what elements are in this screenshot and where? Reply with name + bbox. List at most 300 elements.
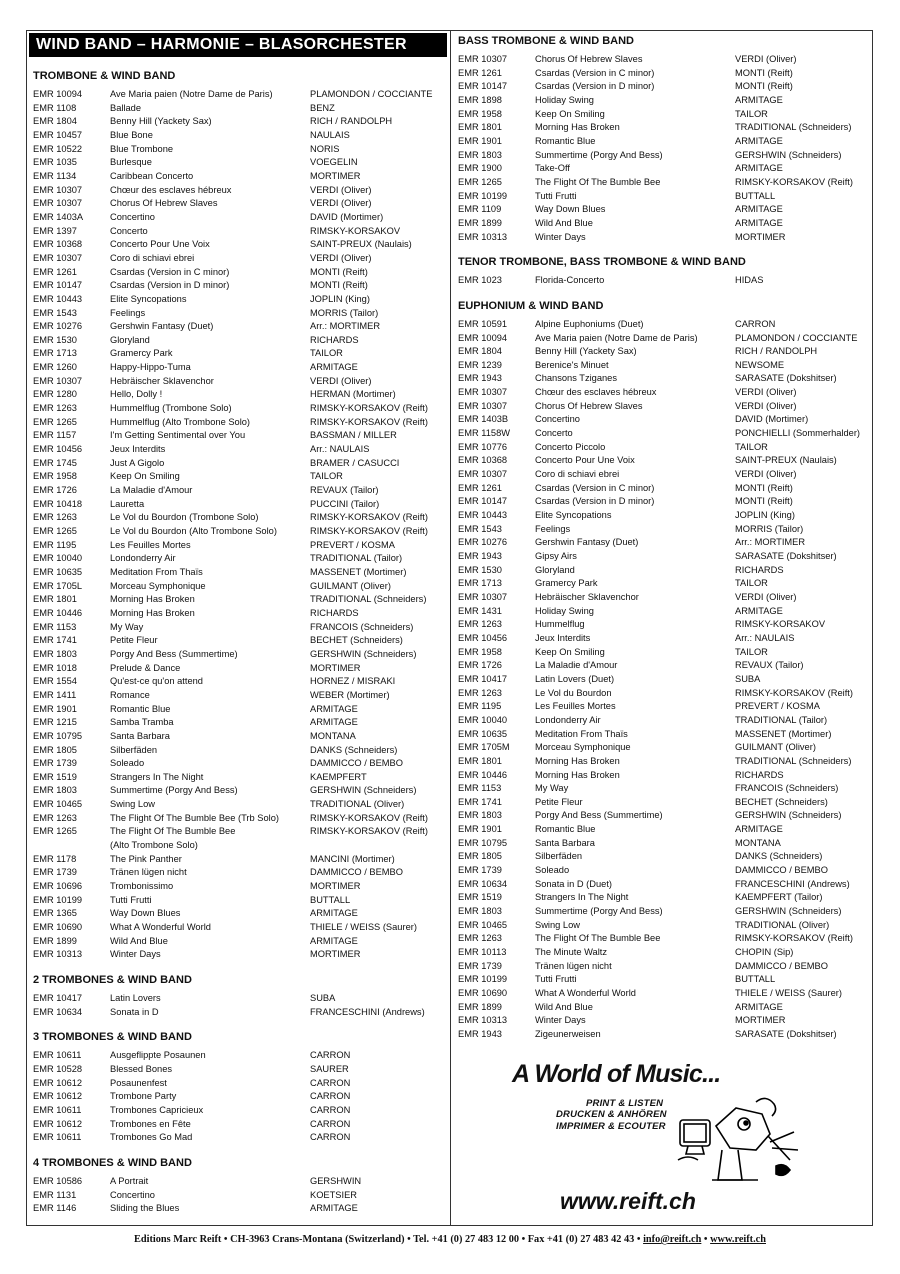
catalog-row — [458, 1028, 872, 1042]
catalog-title: Morceau Symphonique — [110, 580, 206, 591]
catalog-title: Silberfäden — [535, 851, 583, 862]
catalog-composer: GUILMANT (Oliver) — [735, 742, 816, 753]
catalog-code: EMR 1900 — [458, 163, 502, 174]
catalog-composer: ARMITAGE — [735, 1001, 783, 1012]
catalog-composer: Arr.: MORTIMER — [310, 321, 381, 332]
catalog-title: Tutti Frutti — [110, 894, 152, 905]
catalog-composer: SAINT-PREUX (Naulais) — [735, 455, 837, 466]
catalog-code: EMR 10368 — [33, 239, 83, 250]
catalog-code: EMR 1018 — [33, 662, 77, 673]
catalog-composer: SARASATE (Dokshitser) — [735, 373, 837, 384]
catalog-code: EMR 1943 — [458, 373, 502, 384]
footer-email-link[interactable]: info@reift.ch — [643, 1234, 702, 1245]
catalog-code: EMR 1713 — [33, 348, 77, 359]
computer-cartoon-icon — [672, 1088, 807, 1188]
catalog-composer: NAULAIS — [310, 129, 350, 140]
catalog-row — [458, 454, 872, 468]
catalog-title: Morning Has Broken — [110, 594, 195, 605]
catalog-composer: MONTANA — [310, 730, 356, 741]
catalog-row — [33, 361, 448, 375]
ad-tagline-french: IMPRIMER & ECOUTER — [556, 1121, 666, 1132]
advertisement[interactable] — [512, 1060, 812, 1220]
catalog-row — [33, 716, 448, 730]
catalog-title: Sliding the Blues — [110, 1203, 180, 1214]
catalog-row — [33, 211, 448, 225]
catalog-code: EMR 10199 — [458, 974, 508, 985]
catalog-code: EMR 10147 — [33, 280, 83, 291]
catalog-row — [458, 135, 872, 149]
catalog-title: Hummelflug — [535, 619, 585, 630]
catalog-composer: RIMSKY-KORSAKOV — [735, 619, 826, 630]
catalog-code: EMR 10276 — [33, 321, 83, 332]
catalog-title: The Minute Waltz — [535, 947, 607, 958]
section-title: 2 TROMBONES & WIND BAND — [33, 974, 192, 986]
catalog-row — [33, 948, 448, 962]
catalog-title: Happy-Hippo-Tuma — [110, 362, 191, 373]
catalog-title: The Flight Of The Bumble Bee (Trb Solo) — [110, 812, 279, 823]
catalog-composer: MONTI (Reift) — [310, 280, 368, 291]
catalog-code: EMR 1195 — [458, 701, 502, 712]
section-title: TROMBONE & WIND BAND — [33, 70, 176, 82]
catalog-composer: MORTIMER — [310, 949, 361, 960]
catalog-code: EMR 10690 — [33, 922, 83, 933]
catalog-row — [33, 621, 448, 635]
catalog-composer: RICHARDS — [735, 564, 784, 575]
catalog-row — [458, 67, 872, 81]
catalog-row — [33, 1077, 448, 1091]
catalog-composer: TRADITIONAL (Oliver) — [310, 799, 405, 810]
catalog-title: Meditation From Thaïs — [110, 566, 203, 577]
catalog-composer: BASSMAN / MILLER — [310, 430, 397, 441]
catalog-code: EMR 10696 — [33, 881, 83, 892]
catalog-title: Feelings — [535, 523, 571, 534]
catalog-title: Gramercy Park — [110, 348, 173, 359]
catalog-row — [458, 769, 872, 783]
catalog-composer: ARMITAGE — [735, 605, 783, 616]
catalog-composer: GUILMANT (Oliver) — [310, 580, 391, 591]
catalog-title: Santa Barbara — [110, 730, 170, 741]
catalog-row — [458, 468, 872, 482]
catalog-title: Keep On Smiling — [110, 471, 180, 482]
catalog-composer: TRADITIONAL (Oliver) — [735, 919, 830, 930]
catalog-title: Swing Low — [535, 919, 580, 930]
catalog-row — [33, 1049, 448, 1063]
catalog-title: Zigeunerweisen — [535, 1028, 601, 1039]
catalog-code: EMR 1109 — [458, 204, 502, 215]
catalog-row — [458, 108, 872, 122]
catalog-row — [33, 307, 448, 321]
catalog-composer: CARRON — [310, 1077, 351, 1088]
catalog-row — [458, 1014, 872, 1028]
catalog-title: My Way — [110, 621, 144, 632]
catalog-code: EMR 1803 — [33, 648, 77, 659]
catalog-composer: RIMSKY-KORSAKOV (Reift) — [310, 812, 428, 823]
ad-headline: A World of Music... — [512, 1060, 721, 1088]
catalog-title: Tutti Frutti — [535, 190, 577, 201]
catalog-row — [33, 498, 448, 512]
catalog-composer: PUCCINI (Tailor) — [310, 498, 380, 509]
catalog-row — [33, 634, 448, 648]
catalog-row — [33, 730, 448, 744]
catalog-composer: FRANCOIS (Schneiders) — [310, 621, 414, 632]
section-title: 4 TROMBONES & WIND BAND — [33, 1156, 192, 1169]
catalog-title: Csardas (Version in D minor) — [110, 280, 230, 291]
catalog-code: EMR 1899 — [458, 217, 502, 228]
catalog-title: Wild And Blue — [535, 1001, 593, 1012]
catalog-title: Chorus Of Hebrew Slaves — [535, 400, 643, 411]
catalog-title: Romance — [110, 689, 150, 700]
catalog-title: Morning Has Broken — [535, 769, 620, 780]
catalog-row — [458, 864, 872, 878]
catalog-composer: PREVERT / KOSMA — [735, 701, 820, 712]
catalog-row — [33, 825, 448, 839]
catalog-code: EMR 1530 — [33, 334, 77, 345]
catalog-row — [33, 102, 448, 116]
catalog-code: EMR 1804 — [458, 346, 502, 357]
catalog-code: EMR 1745 — [33, 457, 77, 468]
catalog-composer: DANKS (Schneiders) — [735, 851, 823, 862]
catalog-composer: FRANCOIS (Schneiders) — [735, 783, 839, 794]
catalog-row — [458, 960, 872, 974]
catalog-code: EMR 1261 — [458, 482, 502, 493]
catalog-row — [33, 334, 448, 348]
catalog-code: EMR 1260 — [33, 362, 77, 373]
catalog-row — [33, 443, 448, 457]
catalog-composer: RIMSKY-KORSAKOV (Reift) — [310, 826, 428, 837]
catalog-row — [458, 973, 872, 987]
catalog-title: Take-Off — [535, 163, 570, 174]
catalog-row — [33, 839, 448, 853]
catalog-code: EMR 1519 — [458, 892, 502, 903]
catalog-composer: KAEMPFERT — [310, 771, 367, 782]
catalog-composer: RICHARDS — [735, 769, 784, 780]
catalog-code: EMR 10446 — [33, 607, 83, 618]
catalog-code: EMR 10635 — [458, 728, 508, 739]
catalog-composer: TAILOR — [735, 441, 768, 452]
catalog-code: EMR 10634 — [458, 878, 508, 889]
catalog-code: EMR 1265 — [33, 526, 77, 536]
catalog-code: EMR 1958 — [33, 471, 77, 482]
page-banner: WIND BAND – HARMONIE – BLASORCHESTER — [29, 33, 447, 57]
ad-tagline-english: PRINT & LISTEN — [586, 1098, 664, 1109]
catalog-title: Way Down Blues — [535, 204, 606, 215]
catalog-composer: ARMITAGE — [310, 717, 358, 728]
catalog-code: EMR 1805 — [33, 744, 77, 755]
catalog-title: Hebräischer Sklavenchor — [535, 591, 639, 602]
catalog-code: EMR 10276 — [458, 537, 508, 548]
catalog-code: EMR 1157 — [33, 430, 77, 441]
catalog-row — [458, 550, 872, 564]
catalog-composer: FRANCESCHINI (Andrews) — [735, 878, 850, 889]
catalog-code: EMR 1263 — [33, 403, 77, 414]
catalog-row — [33, 1202, 448, 1216]
catalog-title: Summertime (Porgy And Bess) — [535, 906, 663, 917]
catalog-section — [458, 298, 872, 1042]
catalog-row — [458, 400, 872, 414]
catalog-composer: CARRON — [310, 1118, 351, 1129]
catalog-code: EMR 1713 — [458, 578, 502, 589]
catalog-row — [458, 94, 872, 108]
catalog-code: EMR 1131 — [33, 1189, 77, 1200]
catalog-title: Concerto Pour Une Voix — [535, 455, 635, 466]
catalog-title: Petite Fleur — [110, 635, 158, 646]
catalog-title: What A Wonderful World — [110, 922, 211, 933]
catalog-composer: ARMITAGE — [735, 204, 783, 215]
catalog-composer: CARRON — [310, 1050, 351, 1061]
catalog-row — [33, 1006, 448, 1020]
catalog-composer: RICHARDS — [310, 334, 359, 345]
catalog-code: EMR 1411 — [33, 689, 77, 700]
catalog-code: EMR 1108 — [33, 102, 77, 113]
catalog-title: Silberfäden — [110, 744, 158, 755]
catalog-composer: VERDI (Oliver) — [310, 184, 372, 195]
catalog-composer: MONTI (Reift) — [735, 482, 793, 493]
catalog-row — [458, 359, 872, 373]
catalog-composer: MORTIMER — [735, 231, 786, 242]
catalog-title: Prelude & Dance — [110, 662, 181, 673]
catalog-code: EMR 10522 — [33, 143, 83, 154]
catalog-title: Qu'est-ce qu'on attend — [110, 676, 203, 687]
catalog-row — [458, 782, 872, 796]
catalog-section — [33, 1155, 448, 1216]
catalog-row — [458, 919, 872, 933]
catalog-title: Berenice's Minuet — [535, 359, 609, 370]
catalog-row — [33, 1189, 448, 1203]
catalog-composer: MORRIS (Tailor) — [310, 307, 379, 318]
catalog-composer: ARMITAGE — [735, 94, 783, 105]
catalog-row — [458, 149, 872, 163]
catalog-row — [458, 536, 872, 550]
catalog-composer: MONTI (Reift) — [310, 266, 368, 277]
catalog-row — [33, 197, 448, 211]
catalog-row — [458, 946, 872, 960]
catalog-title: Chœur des esclaves hébreux — [535, 387, 657, 398]
catalog-composer: SARASATE (Dokshitser) — [735, 551, 837, 561]
catalog-code: EMR 1726 — [33, 485, 77, 496]
catalog-title: Sonata in D — [110, 1006, 159, 1017]
catalog-code: EMR 1901 — [458, 824, 502, 835]
catalog-row — [33, 566, 448, 580]
catalog-title: Ballade — [110, 102, 142, 113]
catalog-code: EMR 1739 — [33, 758, 77, 769]
catalog-row — [458, 162, 872, 176]
catalog-title: Keep On Smiling — [535, 646, 605, 657]
catalog-title: Csardas (Version in C minor) — [110, 266, 230, 277]
catalog-title: Hello, Dolly ! — [110, 389, 163, 400]
catalog-row — [458, 386, 872, 400]
ad-tagline-german: DRUCKEN & ANHÖREN — [556, 1109, 667, 1120]
catalog-composer: GERSHWIN (Schneiders) — [310, 785, 417, 796]
catalog-composer: DAVID (Mortimer) — [310, 211, 384, 222]
catalog-title: Gershwin Fantasy (Duet) — [110, 321, 214, 332]
catalog-row — [458, 372, 872, 386]
catalog-composer: MONTI (Reift) — [735, 67, 793, 78]
catalog-title: Swing Low — [110, 799, 155, 810]
catalog-code: EMR 1265 — [458, 176, 502, 187]
catalog-title: Soleado — [535, 865, 570, 876]
footer-website-link[interactable]: www.reift.ch — [710, 1234, 766, 1245]
catalog-row — [33, 170, 448, 184]
catalog-composer: CARRON — [310, 1091, 351, 1102]
catalog-row — [33, 798, 448, 812]
catalog-row — [33, 907, 448, 921]
catalog-composer: NORIS — [310, 143, 340, 154]
catalog-composer: GERSHWIN (Schneiders) — [310, 648, 417, 659]
catalog-title: Le Vol du Bourdon (Trombone Solo) — [110, 512, 259, 523]
catalog-row — [458, 564, 872, 578]
catalog-row — [458, 495, 872, 509]
catalog-composer: RIMSKY-KORSAKOV (Reift) — [310, 416, 428, 427]
catalog-code: EMR 1943 — [458, 551, 502, 561]
catalog-row — [33, 784, 448, 798]
catalog-row — [33, 266, 448, 280]
catalog-row — [33, 143, 448, 157]
catalog-code: EMR 1901 — [458, 135, 502, 146]
catalog-row — [33, 607, 448, 621]
catalog-code: EMR 10040 — [33, 553, 83, 564]
catalog-row — [33, 593, 448, 607]
catalog-composer: HERMAN (Mortimer) — [310, 389, 396, 400]
catalog-code: EMR 1215 — [33, 717, 77, 728]
catalog-composer: TAILOR — [735, 646, 768, 657]
catalog-code: EMR 10795 — [33, 730, 83, 741]
catalog-title: Londonderry Air — [110, 553, 176, 564]
catalog-code: EMR 1153 — [33, 621, 77, 632]
catalog-row — [33, 744, 448, 758]
catalog-title: La Maladie d'Amour — [535, 660, 618, 671]
catalog-title: Coro di schiavi ebrei — [535, 469, 620, 480]
catalog-title: Chœur des esclaves hébreux — [110, 184, 232, 195]
catalog-composer: VERDI (Oliver) — [310, 375, 372, 386]
catalog-code: EMR 1153 — [458, 783, 502, 794]
catalog-composer: THIELE / WEISS (Saurer) — [735, 988, 842, 998]
catalog-code: EMR 10313 — [458, 231, 508, 242]
catalog-code: EMR 1263 — [33, 512, 77, 523]
catalog-row — [33, 648, 448, 662]
ad-website[interactable]: www.reift.ch — [560, 1188, 696, 1214]
catalog-row — [458, 332, 872, 346]
catalog-title: My Way — [535, 783, 569, 794]
catalog-composer: RICHARDS — [310, 607, 359, 618]
catalog-code: EMR 1958 — [458, 108, 502, 119]
catalog-code: EMR 10040 — [458, 714, 508, 725]
catalog-title: Posaunenfest — [110, 1077, 167, 1088]
catalog-title: Ausgeflippte Posaunen — [110, 1050, 206, 1061]
section-title: 3 TROMBONES & WIND BAND — [33, 1031, 192, 1044]
catalog-code: EMR 1803 — [458, 810, 502, 821]
catalog-composer: KAEMPFERT (Tailor) — [735, 892, 823, 903]
catalog-composer: DAVID (Mortimer) — [735, 414, 809, 425]
catalog-composer: Arr.: MORTIMER — [735, 537, 806, 548]
catalog-title: Londonderry Air — [535, 714, 601, 725]
catalog-title: Winter Days — [535, 231, 586, 242]
catalog-code: EMR 10456 — [33, 444, 83, 455]
catalog-composer: RIMSKY-KORSAKOV (Reift) — [310, 403, 428, 414]
catalog-code: EMR 1263 — [458, 933, 502, 944]
catalog-composer: VERDI (Oliver) — [310, 198, 372, 209]
catalog-row — [458, 687, 872, 701]
section-title: EUPHONIUM & WIND BAND — [458, 299, 604, 312]
catalog-code: EMR 1261 — [33, 266, 77, 277]
catalog-title: Florida-Concerto — [535, 275, 605, 286]
catalog-title: Meditation From Thaïs — [535, 728, 628, 739]
catalog-code: EMR 1726 — [458, 660, 502, 671]
catalog-title: Concertino — [535, 414, 580, 425]
catalog-composer: ARMITAGE — [735, 217, 783, 228]
catalog-row — [458, 318, 872, 332]
catalog-composer: SARASATE (Dokshitser) — [735, 1028, 837, 1039]
catalog-row — [458, 796, 872, 810]
catalog-title: Trombone Party — [110, 1091, 177, 1102]
catalog-composer: ARMITAGE — [310, 935, 358, 946]
catalog-title: A Portrait — [110, 1175, 149, 1186]
catalog-row — [33, 689, 448, 703]
right-column — [458, 33, 872, 1052]
catalog-code: EMR 10199 — [458, 190, 508, 201]
catalog-code: EMR 10368 — [458, 455, 508, 466]
catalog-code: EMR 1261 — [458, 67, 502, 78]
catalog-row — [33, 552, 448, 566]
catalog-composer: HIDAS — [735, 275, 764, 286]
catalog-section — [458, 254, 872, 288]
catalog-row — [458, 605, 872, 619]
footer-contact — [0, 1234, 900, 1245]
catalog-title: Petite Fleur — [535, 796, 583, 807]
catalog-row — [458, 176, 872, 190]
catalog-composer: MORTIMER — [735, 1015, 786, 1026]
catalog-title: Summertime (Porgy And Bess) — [535, 149, 663, 160]
section-title: TENOR TROMBONE, BASS TROMBONE & WIND BAND — [458, 256, 746, 269]
catalog-title: Ave Maria paien (Notre Dame de Paris) — [535, 332, 698, 343]
catalog-code: EMR 10147 — [458, 81, 508, 92]
catalog-title: Concertino — [110, 1189, 155, 1200]
catalog-code: EMR 1280 — [33, 389, 77, 400]
catalog-code: EMR 10446 — [458, 769, 508, 780]
catalog-code: EMR 10307 — [458, 54, 508, 64]
catalog-code: EMR 1705L — [33, 580, 83, 591]
catalog-row — [33, 416, 448, 430]
catalog-code: EMR 1195 — [33, 539, 77, 550]
catalog-title: Blue Trombone — [110, 143, 174, 154]
catalog-composer: TAILOR — [735, 108, 768, 119]
catalog-code: EMR 10313 — [33, 949, 83, 960]
catalog-row — [458, 659, 872, 673]
catalog-composer: PONCHIELLI (Sommerhalder) — [735, 428, 861, 439]
catalog-row — [458, 482, 872, 496]
catalog-title: Concerto Piccolo — [535, 441, 606, 452]
catalog-title: Porgy And Bess (Summertime) — [535, 810, 663, 821]
catalog-code: EMR 1739 — [458, 960, 502, 971]
catalog-composer: PREVERT / KOSMA — [310, 539, 395, 550]
catalog-title: Csardas (Version in D minor) — [535, 81, 655, 92]
catalog-title: Romantic Blue — [110, 703, 171, 714]
catalog-row — [33, 525, 448, 539]
catalog-composer: RIMSKY-KORSAKOV (Reift) — [735, 176, 853, 187]
catalog-code: EMR 1801 — [458, 122, 502, 133]
catalog-code: EMR 1431 — [458, 605, 502, 616]
catalog-code: EMR 1519 — [33, 771, 77, 782]
catalog-code: EMR 10465 — [458, 919, 508, 930]
catalog-row — [33, 429, 448, 443]
catalog-composer: RIMSKY-KORSAKOV (Reift) — [735, 687, 853, 698]
catalog-composer: RIMSKY-KORSAKOV (Reift) — [310, 512, 428, 523]
catalog-title: Gloryland — [110, 334, 150, 345]
catalog-title: Hummelflug (Trombone Solo) — [110, 403, 232, 414]
catalog-composer: CARRON — [735, 318, 776, 329]
catalog-composer: SUBA — [735, 673, 761, 684]
catalog-code: EMR 1801 — [458, 755, 502, 766]
catalog-code: EMR 10417 — [33, 993, 83, 1003]
